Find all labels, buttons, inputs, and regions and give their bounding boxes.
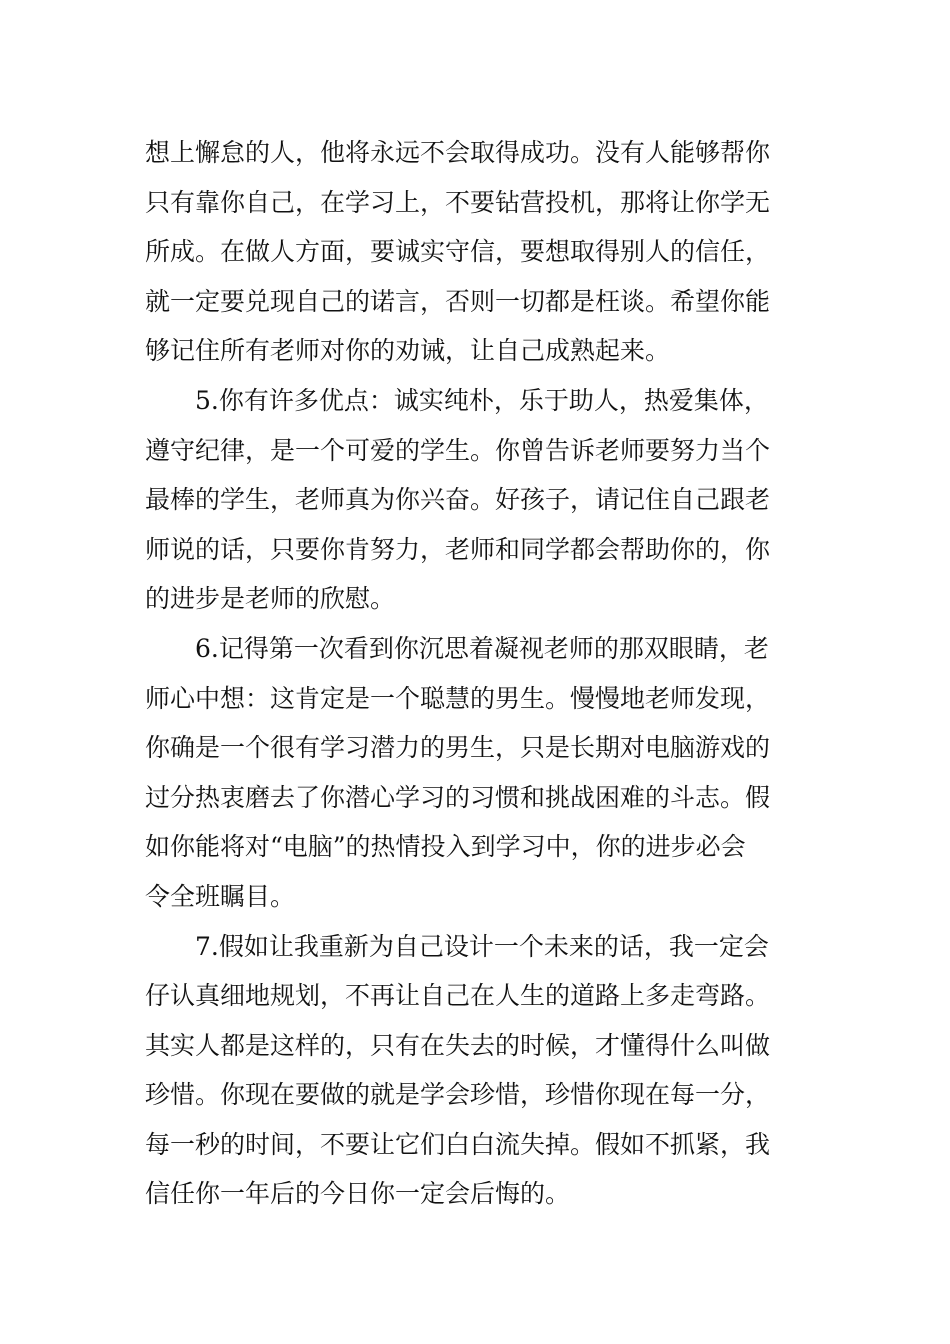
text-line: 7.假如让我重新为自己设计一个未来的话，我一定会 — [195, 931, 769, 961]
text-line: 的进步是老师的欣慰。 — [145, 584, 396, 614]
text-line: 够记住所有老师对你的劝诫，让自己成熟起来。 — [145, 336, 671, 366]
paragraph-6 — [145, 624, 815, 922]
text-line: 珍惜。你现在要做的就是学会珍惜，珍惜你现在每一分， — [145, 1080, 771, 1110]
text-line: 只有靠你自己，在学习上，不要钻营投机，那将让你学无 — [145, 187, 771, 217]
text-line: 就一定要兑现自己的诺言，否则一切都是枉谈。希望你能 — [145, 286, 771, 316]
text-line: 最棒的学生，老师真为你兴奋。好孩子，请记住自己跟老 — [145, 485, 771, 515]
text-line: 师说的话，只要你肯努力，老师和同学都会帮助你的，你 — [145, 534, 771, 564]
text-line: 过分热衷磨去了你潜心学习的习惯和挑战困难的斗志。假 — [145, 782, 771, 812]
text-line: 其实人都是这样的，只有在失去的时候，才懂得什么叫做 — [145, 1030, 771, 1060]
document-body — [145, 128, 815, 1219]
text-line: 遵守纪律，是一个可爱的学生。你曾告诉老师要努力当个 — [145, 435, 771, 465]
text-line: 师心中想：这肯定是一个聪慧的男生。慢慢地老师发现， — [145, 683, 771, 713]
text-line: 所成。在做人方面，要诚实守信，要想取得别人的信任， — [145, 237, 771, 267]
text-line: 如你能将对“电脑”的热情投入到学习中，你的进步必会 — [145, 832, 746, 862]
text-line: 5.你有许多优点：诚实纯朴，乐于助人，热爱集体， — [195, 385, 769, 415]
text-line: 想上懈怠的人，他将永远不会取得成功。没有人能够帮你 — [145, 138, 771, 167]
text-line: 仔认真细地规划，不再让自己在人生的道路上多走弯路。 — [145, 981, 771, 1011]
paragraph-5 — [145, 376, 815, 624]
text-line: 每一秒的时间，不要让它们白白流失掉。假如不抓紧，我 — [145, 1129, 771, 1159]
text-line: 令全班瞩目。 — [145, 881, 296, 911]
text-line: 你确是一个很有学习潜力的男生，只是长期对电脑游戏的 — [145, 733, 771, 763]
text-line: 6.记得第一次看到你沉思着凝视老师的那双眼睛，老 — [195, 633, 769, 663]
paragraph-1 — [145, 128, 815, 376]
paragraph-7 — [145, 922, 815, 1220]
text-line: 信任你一年后的今日你一定会后悔的。 — [145, 1179, 571, 1209]
